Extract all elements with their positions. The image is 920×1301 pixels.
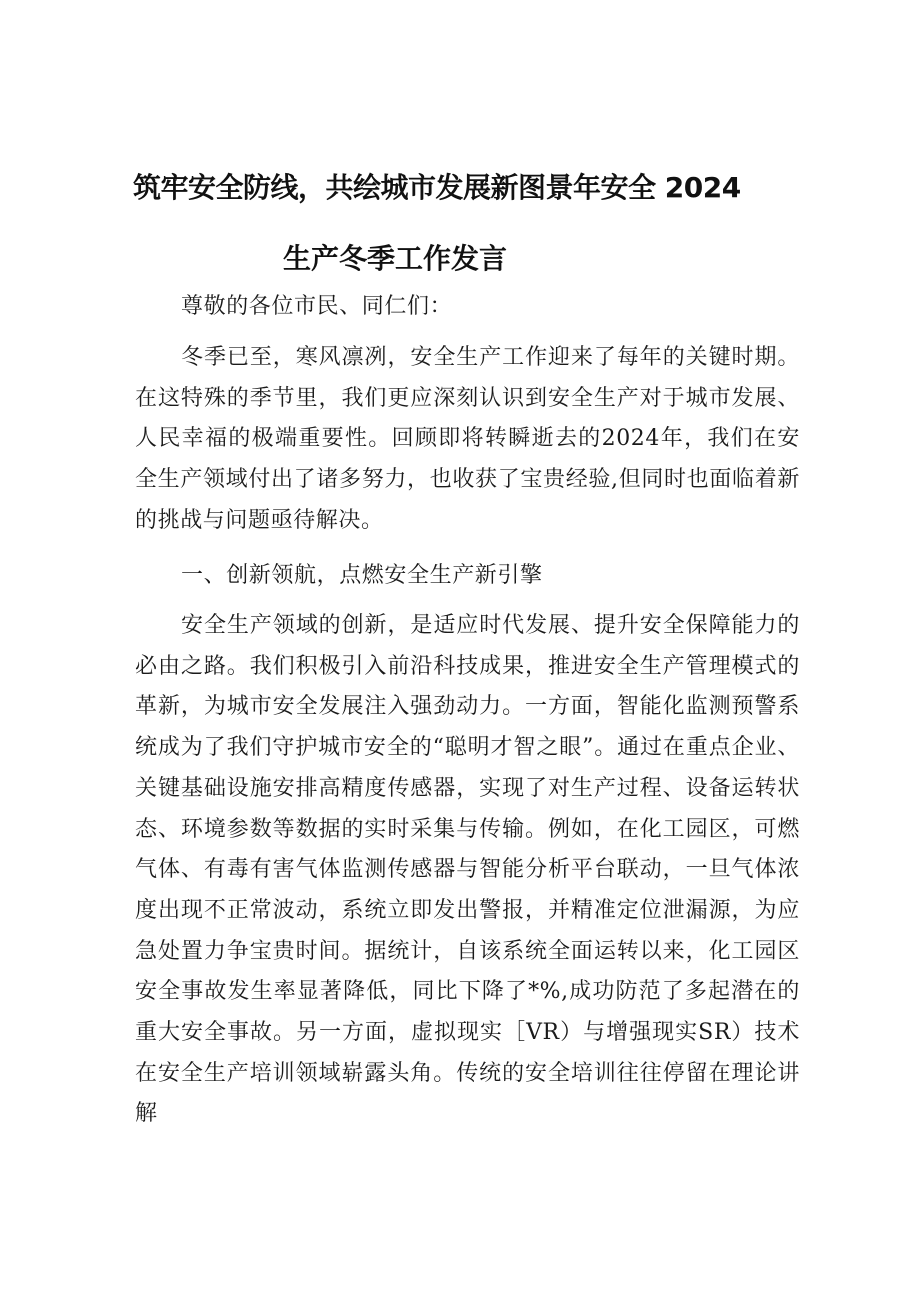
paragraph-intro: 冬季已至，寒风凛冽，安全生产工作迎来了每年的关键时期。在这特殊的季节里，我们更应深刻认识到安全生产对于城市发展、人民幸福的极端重要性。回顾即将转瞬逝去的2024年，我们在安全生产领域付出了诸多努力，也收获了宝贵经验,但同时也面临着新的挑战与问题亟待解决。 — [135, 345, 800, 533]
paragraph-innovation: 安全生产领域的创新，是适应时代发展、提升安全保障能力的必由之路。我们积极引入前沿科技成果，推进安全生产管理模式的革新，为城市安全发展注入强劲动力。一方面，智能化监测预警系统成为了我们守护城市安全的“聪明才智之眼”。通过在重点企业、关键基础设施安排高精度传感器，实现了对生产过程、设备运转状态、环境参数等数据的实时采集与传输。例如，在化工园区，可燃气体、有毒有害气体监测传感器与智能分析平台联动，一旦气体浓度出现不正常波动，系统立即发出警报，并精准定位泄漏源，为应急处置力争宝贵时间。据统计，自该系统全面运转以来，化工园区安全事故发生率显著降低，同比下降了*%,成功防范了多起潜在的重大安全事故。另一方面，虚拟现实［VR）与增强现实SR）技术在安全生产培训领域崭露头角。传统的安全培训往往停留在理论讲解 — [135, 613, 800, 1127]
section-heading-1: 一、创新领航，点燃安全生产新引擎 — [181, 563, 543, 588]
document-title-line-2: 生产冬季工作发言 — [283, 242, 508, 275]
document-title-line-1: 筑牢安全防线，共绘城市发展新图景年安全 2024 — [133, 171, 741, 204]
salutation: 尊敬的各位市民、同仁们： — [181, 294, 453, 319]
